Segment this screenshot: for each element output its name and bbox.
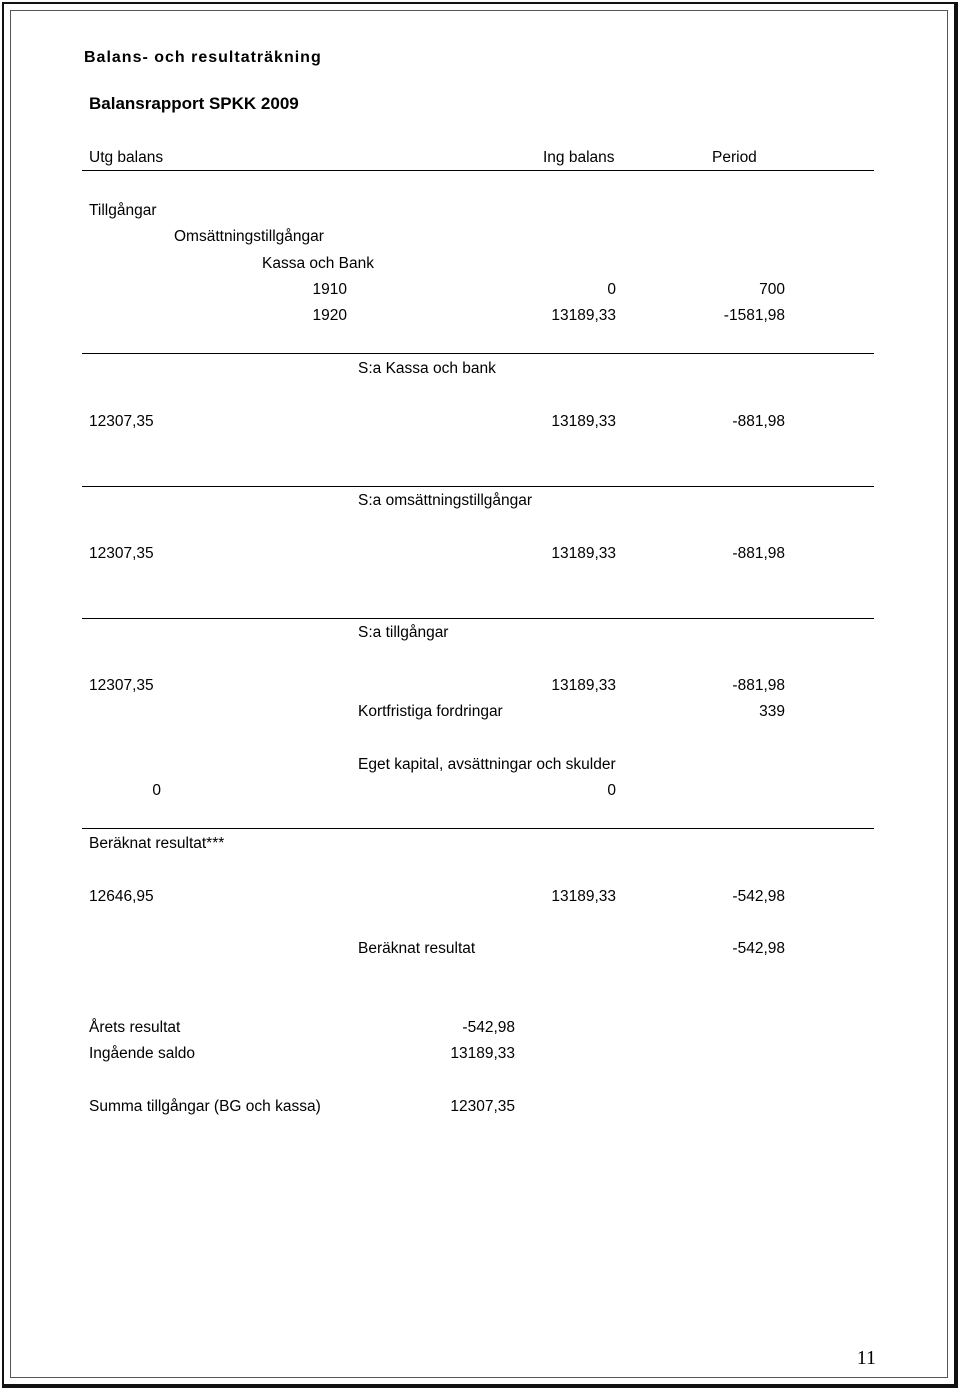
sum-values-row xyxy=(0,676,960,696)
header-period: Period xyxy=(712,149,757,166)
utg-balans-value: 12307,35 xyxy=(89,677,154,694)
ing-balans-value: 13189,33 xyxy=(551,307,616,324)
table-row xyxy=(0,702,960,722)
eget-kapital-label: Eget kapital, avsättningar och skulder xyxy=(358,756,616,773)
ing-balans-value: 13189,33 xyxy=(551,677,616,694)
page-number: 11 xyxy=(856,1347,876,1369)
sum-label-row xyxy=(0,491,960,511)
sum-label-row xyxy=(0,359,960,379)
period-value: -881,98 xyxy=(732,677,785,694)
sum-omsattning-label: S:a omsättningstillgångar xyxy=(358,492,533,509)
utg-balans-value: 12307,35 xyxy=(89,413,154,430)
period-value: 700 xyxy=(759,281,785,298)
beraknat-label: Beräknat resultat*** xyxy=(89,835,225,852)
table-row xyxy=(0,306,960,326)
sum-values-row xyxy=(0,412,960,432)
sum-values-row xyxy=(0,887,960,907)
sum-values-row xyxy=(0,781,960,801)
ing-balans-value: 13189,33 xyxy=(551,413,616,430)
page-heading: Balans- och resultaträkning xyxy=(84,49,322,66)
period-value: -881,98 xyxy=(732,413,785,430)
sum-label-row xyxy=(0,623,960,643)
report-title: Balansrapport SPKK 2009 xyxy=(89,94,299,113)
sum-values-row xyxy=(0,544,960,564)
summary-label: Ingående saldo xyxy=(89,1045,196,1062)
table-row xyxy=(0,280,960,300)
header-rule xyxy=(82,170,874,171)
sum-label-row xyxy=(0,834,960,854)
omsattning-label: Omsättningstillgångar xyxy=(174,228,324,245)
summary-value: 13189,33 xyxy=(450,1045,515,1062)
section-rule xyxy=(82,353,874,354)
beraknat-result-label: Beräknat resultat xyxy=(358,940,476,957)
result-row xyxy=(0,939,960,959)
summary-label: Summa tillgångar (BG och kassa) xyxy=(89,1098,321,1115)
section-rule xyxy=(82,828,874,829)
section-row xyxy=(0,254,960,274)
sum-kassa-label: S:a Kassa och bank xyxy=(358,360,496,377)
period-value: -881,98 xyxy=(732,545,785,562)
utg-balans-value: 12646,95 xyxy=(89,888,154,905)
beraknat-result-value: -542,98 xyxy=(732,940,785,957)
section-rule xyxy=(82,618,874,619)
summary-value: 12307,35 xyxy=(450,1098,515,1115)
account-number: 1920 xyxy=(312,307,347,324)
ing-balans-value: 0 xyxy=(607,782,616,799)
sum-tillgangar-label: S:a tillgångar xyxy=(358,624,449,641)
summary-value: -542,98 xyxy=(462,1019,515,1036)
header-ing-balans: Ing balans xyxy=(543,149,615,166)
ing-balans-value: 0 xyxy=(607,281,616,298)
kortfristiga-label: Kortfristiga fordringar xyxy=(358,703,503,720)
tillgangar-label: Tillgångar xyxy=(89,202,157,219)
period-value: -542,98 xyxy=(732,888,785,905)
column-header-row xyxy=(0,148,960,168)
section-row xyxy=(0,227,960,247)
summary-row xyxy=(0,1097,960,1117)
summary-row xyxy=(0,1044,960,1064)
section-rule xyxy=(82,486,874,487)
utg-balans-value: 0 xyxy=(152,782,161,799)
ing-balans-value: 13189,33 xyxy=(551,888,616,905)
kassa-label: Kassa och Bank xyxy=(262,255,375,272)
period-value: 339 xyxy=(759,703,785,720)
section-row xyxy=(0,201,960,221)
period-value: -1581,98 xyxy=(723,307,785,324)
header-utg-balans: Utg balans xyxy=(89,149,164,166)
account-number: 1910 xyxy=(312,281,347,298)
summary-row xyxy=(0,1018,960,1038)
ing-balans-value: 13189,33 xyxy=(551,545,616,562)
utg-balans-value: 12307,35 xyxy=(89,545,154,562)
sum-label-row xyxy=(0,755,960,775)
summary-label: Årets resultat xyxy=(89,1019,181,1036)
